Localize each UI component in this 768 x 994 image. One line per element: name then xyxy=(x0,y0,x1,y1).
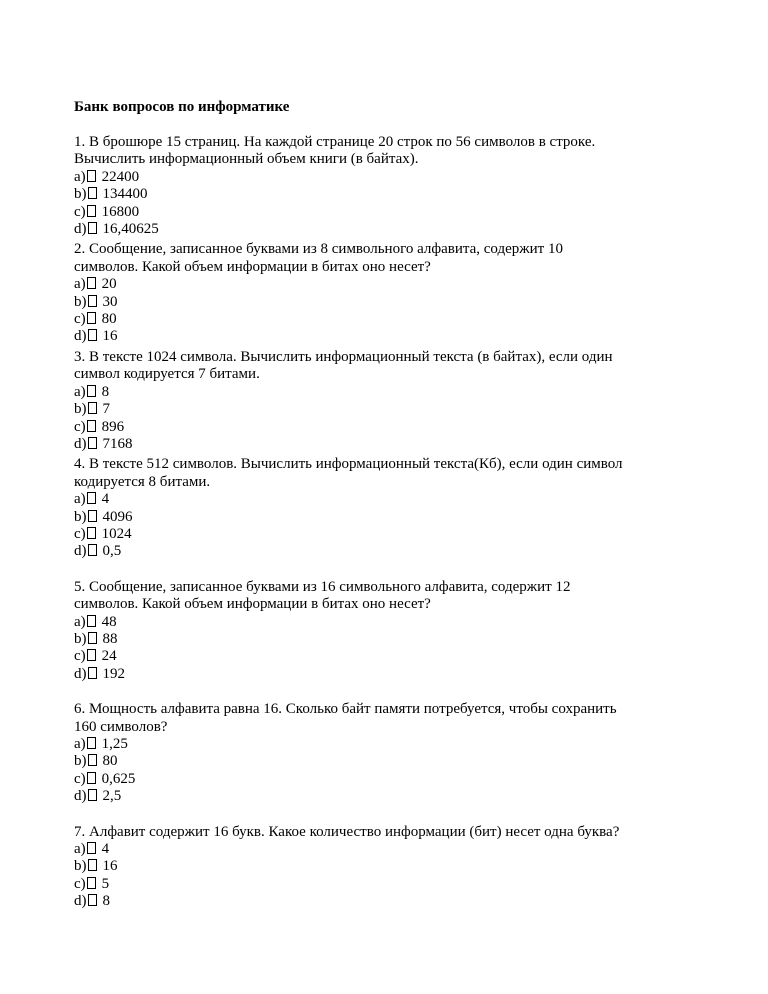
option-letter: c) xyxy=(74,203,86,220)
checkbox-icon[interactable] xyxy=(88,754,97,766)
option-value: 16,40625 xyxy=(102,221,159,238)
question-6-option-c xyxy=(74,771,714,788)
question-6 xyxy=(74,701,714,805)
option-value: 16800 xyxy=(101,203,140,220)
option-value: 48 xyxy=(101,613,117,630)
option-letter: a) xyxy=(74,276,86,293)
option-letter: a) xyxy=(74,841,86,858)
question-5-line-1: 5. Сообщение, записанное буквами из 16 символьного алфавита, содержит 12 xyxy=(74,578,571,595)
checkbox-icon[interactable] xyxy=(87,205,96,217)
option-value: 80 xyxy=(102,753,118,770)
question-3-line-2: символ кодируется 7 битами. xyxy=(74,366,260,383)
question-1-line-1: 1. В брошюре 15 страниц. На каждой странице 20 строк по 56 символов в строке. xyxy=(74,134,596,150)
option-value: 4 xyxy=(101,841,110,858)
checkbox-icon[interactable] xyxy=(87,312,96,324)
question-6-line-1: 6. Мощность алфавита равна 16. Сколько байт памяти потребуется, чтобы сохранить xyxy=(74,701,617,718)
checkbox-icon[interactable] xyxy=(88,894,97,906)
checkbox-icon[interactable] xyxy=(87,420,96,432)
option-letter: d) xyxy=(74,435,87,452)
question-5-option-a xyxy=(74,614,714,631)
option-value: 0,625 xyxy=(101,770,136,787)
option-value: 4 xyxy=(101,491,110,508)
checkbox-icon[interactable] xyxy=(87,170,96,182)
option-value: 0,5 xyxy=(102,543,122,560)
question-2-option-d xyxy=(74,328,714,345)
checkbox-icon[interactable] xyxy=(88,187,97,199)
question-5-line-2: символов. Какой объем информации в битах оно несет? xyxy=(74,596,431,613)
option-value: 30 xyxy=(102,293,118,310)
option-letter: c) xyxy=(74,311,86,328)
question-2-option-b xyxy=(74,294,714,311)
option-letter: d) xyxy=(74,543,87,560)
question-5-option-c xyxy=(74,648,714,665)
question-1-option-c xyxy=(74,204,714,221)
option-letter: c) xyxy=(74,770,86,787)
checkbox-icon[interactable] xyxy=(88,632,97,644)
question-1-option-a xyxy=(74,169,714,186)
question-2-line-1: 2. Сообщение, записанное буквами из 8 символьного алфавита, содержит 10 xyxy=(74,241,563,258)
question-5-option-d xyxy=(74,666,714,683)
checkbox-icon[interactable] xyxy=(87,842,96,854)
checkbox-icon[interactable] xyxy=(87,385,96,397)
option-value: 16 xyxy=(102,328,118,345)
checkbox-icon[interactable] xyxy=(88,295,97,307)
question-7-line-1: 7. Алфавит содержит 16 букв. Какое количество информации (бит) несет одна буква? xyxy=(74,823,620,840)
option-value: 24 xyxy=(101,648,117,665)
question-2-option-c xyxy=(74,311,714,328)
checkbox-icon[interactable] xyxy=(87,737,96,749)
option-letter: c) xyxy=(74,525,86,542)
option-letter: b) xyxy=(74,858,87,875)
option-value: 192 xyxy=(102,665,125,682)
question-4-option-d xyxy=(74,543,714,560)
question-3 xyxy=(74,349,714,453)
option-letter: b) xyxy=(74,293,87,310)
option-letter: d) xyxy=(74,788,87,805)
question-6-option-b xyxy=(74,753,714,770)
option-letter: a) xyxy=(74,491,86,508)
document-title: Банк вопросов по информатике xyxy=(74,99,290,115)
question-7 xyxy=(74,824,714,911)
option-value: 134400 xyxy=(102,186,148,203)
option-value: 80 xyxy=(101,311,117,328)
option-value: 4096 xyxy=(102,508,133,525)
option-value: 1,25 xyxy=(101,736,128,752)
question-1 xyxy=(74,134,714,238)
option-value: 1024 xyxy=(101,525,132,542)
question-5 xyxy=(74,579,714,683)
question-6-option-a xyxy=(74,736,714,753)
checkbox-icon[interactable] xyxy=(88,859,97,871)
option-letter: c) xyxy=(74,648,86,665)
question-4-option-b xyxy=(74,509,714,526)
question-3-option-d xyxy=(74,436,714,453)
question-3-option-a xyxy=(74,384,714,401)
option-letter: d) xyxy=(74,328,87,345)
question-4-option-c xyxy=(74,526,714,543)
option-letter: d) xyxy=(74,221,87,238)
option-letter: b) xyxy=(74,186,87,203)
question-2 xyxy=(74,241,714,345)
checkbox-icon[interactable] xyxy=(88,222,97,234)
option-letter: b) xyxy=(74,753,87,770)
option-letter: a) xyxy=(74,383,86,400)
option-value: 20 xyxy=(101,276,117,293)
option-value: 16 xyxy=(102,858,118,875)
checkbox-icon[interactable] xyxy=(88,789,97,801)
option-value: 8 xyxy=(102,893,110,910)
option-letter: c) xyxy=(74,875,86,892)
question-3-option-b xyxy=(74,401,714,418)
option-value: 7168 xyxy=(102,435,133,452)
question-6-option-d xyxy=(74,788,714,805)
option-letter: b) xyxy=(74,401,87,418)
question-7-option-d xyxy=(74,893,714,910)
option-value: 7 xyxy=(102,401,110,418)
option-letter: d) xyxy=(74,893,87,910)
question-5-option-b xyxy=(74,631,714,648)
question-7-option-b xyxy=(74,858,714,875)
checkbox-icon[interactable] xyxy=(87,277,96,289)
question-1-option-b xyxy=(74,186,714,203)
question-2-line-2: символов. Какой объем информации в битах оно несет? xyxy=(74,258,431,275)
option-letter: a) xyxy=(74,613,86,630)
question-1-option-d xyxy=(74,221,714,238)
option-value: 2,5 xyxy=(102,788,122,805)
option-letter: d) xyxy=(74,665,87,682)
checkbox-icon[interactable] xyxy=(87,615,96,627)
checkbox-icon[interactable] xyxy=(87,527,96,539)
option-letter: c) xyxy=(74,418,86,435)
question-7-option-c xyxy=(74,876,714,893)
question-6-line-2: 160 символов? xyxy=(74,718,168,735)
question-7-option-a xyxy=(74,841,714,858)
checkbox-icon[interactable] xyxy=(87,877,96,889)
option-letter: a) xyxy=(74,168,86,185)
checkbox-icon[interactable] xyxy=(88,402,97,414)
question-2-option-a xyxy=(74,276,714,293)
checkbox-icon[interactable] xyxy=(88,667,97,679)
checkbox-icon[interactable] xyxy=(87,772,96,784)
option-value: 88 xyxy=(102,630,118,647)
checkbox-icon[interactable] xyxy=(88,510,97,522)
checkbox-icon[interactable] xyxy=(88,544,97,556)
question-1-line-2: Вычислить информационный объем книги (в байтах). xyxy=(74,151,419,168)
option-letter: b) xyxy=(74,630,87,647)
question-3-line-1: 3. В тексте 1024 символа. Вычислить информационный текста (в байтах), если один xyxy=(74,348,613,365)
checkbox-icon[interactable] xyxy=(88,437,97,449)
option-letter: b) xyxy=(74,508,87,525)
document-page xyxy=(74,99,714,911)
question-4-option-a xyxy=(74,491,714,508)
option-value: 22400 xyxy=(101,168,140,185)
option-value: 8 xyxy=(101,383,110,400)
question-4-line-1: 4. В тексте 512 символов. Вычислить информационный текста(Кб), если один символ xyxy=(74,456,623,473)
checkbox-icon[interactable] xyxy=(87,649,96,661)
option-letter: a) xyxy=(74,736,86,752)
option-value: 5 xyxy=(101,875,110,892)
option-value: 896 xyxy=(101,418,125,435)
question-4-line-2: кодируется 8 битами. xyxy=(74,473,211,490)
question-4 xyxy=(74,456,714,560)
checkbox-icon[interactable] xyxy=(88,329,97,341)
checkbox-icon[interactable] xyxy=(87,492,96,504)
question-3-option-c xyxy=(74,419,714,436)
